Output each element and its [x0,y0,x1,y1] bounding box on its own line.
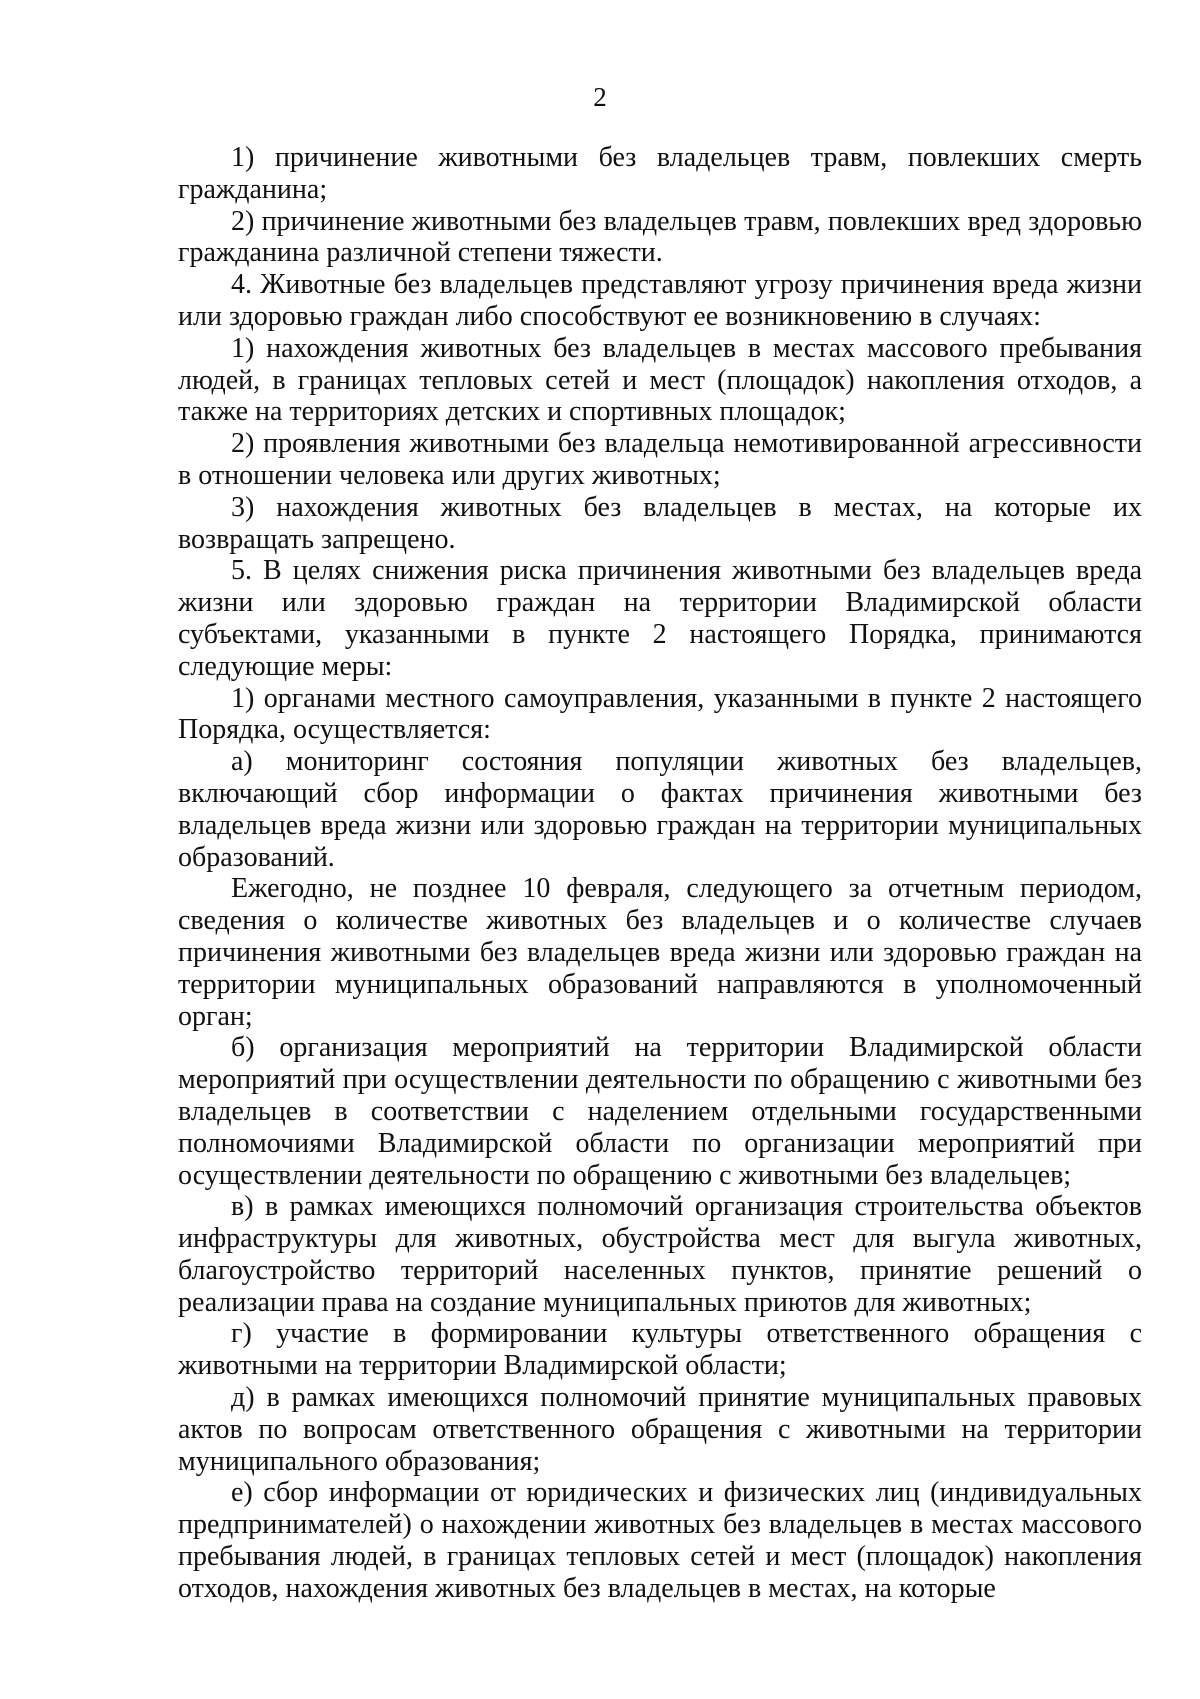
paragraph-5-1-e: е) сбор информации от юридических и физических лиц (индивидуальных предпринимателей) о нахождении животных без владельцев в местах массового пребывания людей, в границах тепловых сетей и мест (площадок) накопления отходов, нахождения животных без владельцев в местах, на которые [178,1477,1142,1604]
paragraph-5-1-g: г) участие в формировании культуры ответственного обращения с животными на территории Владимирской области; [178,1318,1142,1382]
paragraph-3-2: 2) причинение животными без владельцев травм, повлекших вред здоровью гражданина различной степени тяжести. [178,205,1142,269]
paragraph-4-2: 2) проявления животными без владельца немотивированной агрессивности в отношении человека или других животных; [178,428,1142,491]
paragraph-4: 4. Животные без владельцев представляют угрозу причинения вреда жизни или здоровью граждан либо способствуют ее возникновению в случаях: [178,269,1142,332]
paragraph-4-1: 1) нахождения животных без владельцев в местах массового пребывания людей, в границах тепловых сетей и мест (площадок) накопления отходов, а также на территориях детских и спортивных площадок; [178,332,1142,428]
page-number: 2 [593,82,607,112]
paragraph-5-1-a: а) мониторинг состояния популяции животных без владельцев, включающий сбор информации о фактах причинения животными без владельцев вреда жизни или здоровью граждан на территории муниципальных образований. [178,746,1142,873]
paragraph-5-1: 1) органами местного самоуправления, указанными в пункте 2 настоящего Порядка, осуществляется: [178,682,1142,746]
paragraph-5-1-d: д) в рамках имеющихся полномочий принятие муниципальных правовых актов по вопросам ответственного обращения с животными на территории муниципального образования; [178,1382,1142,1477]
paragraph-4-3: 3) нахождения животных без владельцев в местах, на которые их возвращать запрещено. [178,491,1142,555]
document-body [178,142,1142,1605]
paragraph-5-1-v: в) в рамках имеющихся полномочий организация строительства объектов инфраструктуры для животных, обустройства мест для выгула животных, благоустройство территорий населенных пунктов, принятие решений о реализации права на создание муниципальных приютов для животных; [178,1191,1142,1318]
paragraph-5-1-a-annual: Ежегодно, не позднее 10 февраля, следующего за отчетным периодом, сведения о количестве животных без владельцев и о количестве случаев причинения животными без владельцев вреда жизни или здоровью граждан на территории муниципальных образований направляются в уполномоченный орган; [178,873,1142,1032]
paragraph-3-1: 1) причинение животными без владельцев травм, повлекших смерть гражданина; [178,142,1142,205]
paragraph-5: 5. В целях снижения риска причинения животными без владельцев вреда жизни или здоровью граждан на территории Владимирской области субъектами, указанными в пункте 2 настоящего Порядка, принимаются следующие меры: [178,555,1142,682]
paragraph-5-1-b: б) организация мероприятий на территории Владимирской области мероприятий при осуществлении деятельности по обращению с животными без владельцев в соответствии с наделением отдельными государственными полномочиями Владимирской области по организации мероприятий при осуществлении деятельности по обращению с животными без владельцев; [178,1032,1142,1191]
